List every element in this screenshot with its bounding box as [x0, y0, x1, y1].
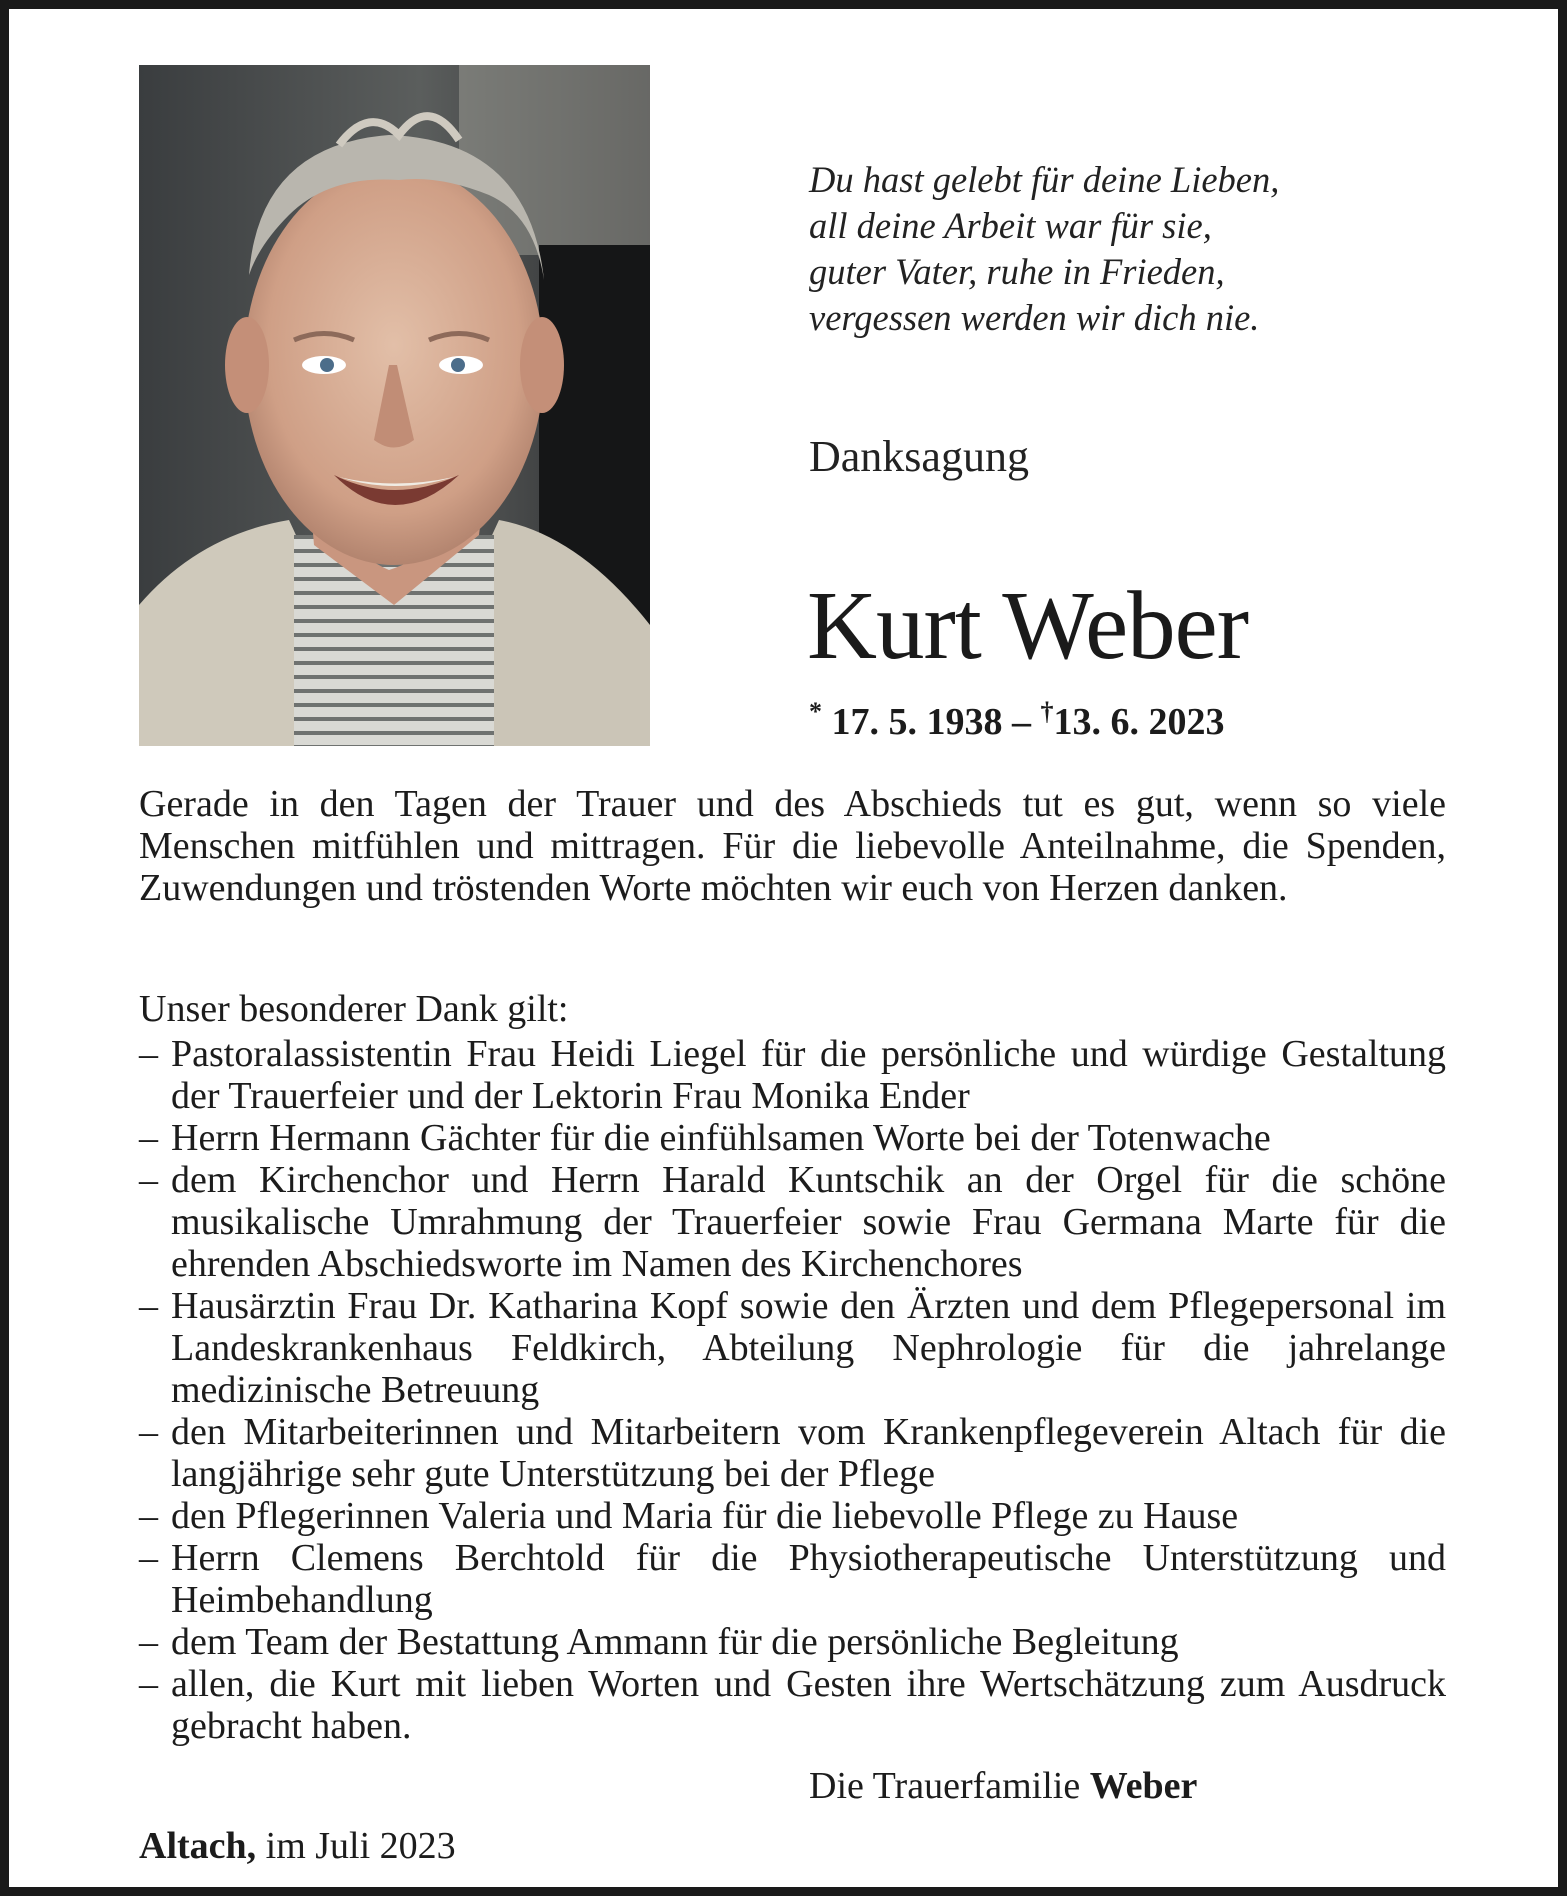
thanks-item: – allen, die Kurt mit lieben Worten und Gesten ihre Wertschätzung zum Ausdruck gebracht haben. [139, 1663, 1446, 1747]
place-date [139, 1824, 456, 1868]
place-date-text: im Juli 2023 [265, 1825, 456, 1867]
thanks-heading: Unser besonderer Dank gilt: [139, 988, 569, 1030]
birth-symbol: * [809, 697, 822, 726]
thanks-item: – den Pflegerinnen Valeria und Maria für die liebevolle Pflege zu Hause [139, 1495, 1446, 1537]
memorial-poem [809, 157, 1489, 341]
poem-line: guter Vater, ruhe in Frieden, [809, 251, 1225, 292]
death-symbol: † [1040, 697, 1054, 726]
thanks-item: – dem Team der Bestattung Ammann für die persönliche Begleitung [139, 1621, 1446, 1663]
poem-line: vergessen werden wir dich nie. [809, 297, 1260, 338]
portrait-photo [139, 65, 650, 746]
heading-danksagung: Danksagung [809, 432, 1029, 481]
death-date: 13. 6. 2023 [1053, 701, 1225, 743]
thanks-item: – Herrn Clemens Berchtold für die Physiotherapeutische Unterstützung und Heimbehandlung [139, 1537, 1446, 1621]
intro-paragraph: Gerade in den Tagen der Trauer und des Abschieds tut es gut, wenn so viele Menschen mitfühlen und mittragen. Für die liebevolle Anteilnahme, die Spenden, Zuwendungen und tröstenden Worte möchten wir euch von Herzen danken. [139, 783, 1446, 909]
place-town: Altach, [139, 1825, 257, 1867]
thanks-item: – Pastoralassistentin Frau Heidi Liegel für die persönliche und würdige Gestaltung der Trauerfeier und der Lektorin Frau Monika Ender [139, 1033, 1446, 1117]
deceased-name: Kurt Weber [807, 572, 1248, 679]
birth-date: 17. 5. 1938 [831, 701, 1003, 743]
thanks-item: – den Mitarbeiterinnen und Mitarbeitern vom Krankenpflegeverein Altach für die langjährige sehr gute Unterstützung bei der Pflege [139, 1411, 1446, 1495]
signature-prefix: Die Trauerfamilie [809, 1765, 1081, 1807]
family-signature [809, 1764, 1197, 1808]
signature-family: Weber [1089, 1765, 1198, 1807]
life-dates [809, 697, 1225, 744]
poem-line: all deine Arbeit war für sie, [809, 205, 1212, 246]
thanks-list [139, 1033, 1446, 1747]
thanks-item: – Hausärztin Frau Dr. Katharina Kopf sowie den Ärzten und dem Pflegepersonal im Landeskrankenhaus Feldkirch, Abteilung Nephrologie für die jahrelange medizinische Betreuung [139, 1285, 1446, 1411]
thanks-item: – dem Kirchenchor und Herrn Harald Kuntschik an der Orgel für die schöne musikalische Umrahmung der Trauerfeier sowie Frau Germana Marte für die ehrenden Abschiedsworte im Namen des Kirchenchores [139, 1159, 1446, 1285]
date-separator: – [1012, 701, 1031, 743]
portrait-image [139, 65, 650, 746]
thanks-item: – Herrn Hermann Gächter für die einfühlsamen Worte bei der Totenwache [139, 1117, 1446, 1159]
poem-line: Du hast gelebt für deine Lieben, [809, 159, 1280, 200]
